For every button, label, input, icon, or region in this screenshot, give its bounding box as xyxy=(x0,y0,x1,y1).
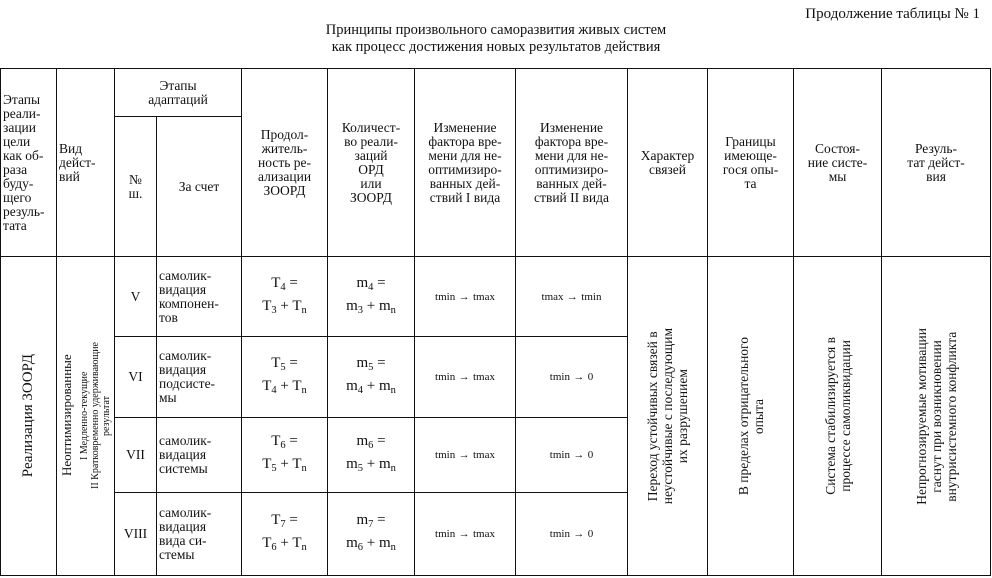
quantity-cell xyxy=(328,337,415,417)
table-title xyxy=(0,22,992,56)
action-type-sub: I Медленно-текущие II Кратковременно удерживающие результат xyxy=(79,342,113,490)
header-connections: Характер связей xyxy=(628,69,708,257)
header-adaptation-stages: Этапы адаптаций xyxy=(115,69,242,117)
stage-number: VI xyxy=(115,337,157,417)
principles-table xyxy=(0,68,991,576)
stage-means: самолик- видация системы xyxy=(157,417,242,492)
arrow-right-icon: → xyxy=(458,291,470,304)
quantity-formula: $m_4$ = $m_3 + m_n$ xyxy=(346,274,396,316)
header-quantity: Количест- во реали- заций ОРД или ЗООРД xyxy=(328,69,415,257)
quantity-formula: $m_6$ = $m_5 + m_n$ xyxy=(346,432,396,474)
header-experience: Границы имеюще- гося опы- та xyxy=(708,69,794,257)
time-change-2-cell: tmin → 0 xyxy=(516,492,628,575)
duration-cell xyxy=(242,257,328,337)
stage-means: самолик- видация подсисте- мы xyxy=(157,337,242,417)
table-continuation-note: Продолжение таблицы № 1 xyxy=(805,6,980,22)
action-type-cell xyxy=(57,257,115,576)
arrow-right-icon: → xyxy=(566,291,578,304)
time-change-2-cell: tmin → 0 xyxy=(516,337,628,417)
experience-cell: В пределах отрицательного опыта xyxy=(708,257,794,576)
header-stages: Этапы реали- зации цели как об- раза буду- щего резуль- тата xyxy=(1,69,57,257)
time-change-1-cell: tmin → tmax xyxy=(415,417,516,492)
stage-means: самолик- видация компонен- тов xyxy=(157,257,242,337)
header-result: Резуль- тат дейст- вия xyxy=(882,69,991,257)
title-line-1: Принципы произвольного саморазвития живых систем xyxy=(325,22,667,38)
header-action-type: Вид дейст- вий xyxy=(57,69,115,257)
result-cell: Непрогнозируемые мотивации гаснут при возникновении внутрисистемного конфликта xyxy=(882,257,991,576)
time-change-2-cell: tmax → tmin xyxy=(516,257,628,337)
arrow-right-icon: → xyxy=(458,528,470,541)
time-change-1-cell: tmin → tmax xyxy=(415,337,516,417)
state-cell: Система стабилизируется в процессе самоликвидации xyxy=(794,257,882,576)
duration-cell xyxy=(242,492,328,575)
stage-means: самолик- видация вида си- стемы xyxy=(157,492,242,575)
arrow-right-icon: → xyxy=(458,371,470,384)
quantity-cell xyxy=(328,417,415,492)
duration-formula: $T_7$ = $T_6 + T_n$ xyxy=(262,511,307,553)
header-time-change-2: Изменение фактора вре- мени для не- оптимизиро- ванных дей- ствий II вида xyxy=(516,69,628,257)
arrow-right-icon: → xyxy=(573,371,585,384)
header-time-change-1: Изменение фактора вре- мени для не- оптимизиро- ванных дей- ствий I вида xyxy=(415,69,516,257)
time-change-2-cell: tmin → 0 xyxy=(516,417,628,492)
quantity-cell xyxy=(328,492,415,575)
quantity-formula: $m_5$ = $m_4 + m_n$ xyxy=(346,354,396,396)
duration-formula: $T_6$ = $T_5 + T_n$ xyxy=(262,432,307,474)
header-number: № ш. xyxy=(115,117,157,257)
stage-cell: Реализация ЗООРД xyxy=(1,257,57,576)
stage-number: V xyxy=(115,257,157,337)
time-change-1-cell: tmin → tmax xyxy=(415,492,516,575)
arrow-right-icon: → xyxy=(573,528,585,541)
stage-number: VII xyxy=(115,417,157,492)
header-state: Состоя- ние систе- мы xyxy=(794,69,882,257)
duration-cell xyxy=(242,417,328,492)
header-by-means: За счет xyxy=(157,117,242,257)
duration-formula: $T_4$ = $T_3 + T_n$ xyxy=(262,274,307,316)
time-change-1-cell: tmin → tmax xyxy=(415,257,516,337)
quantity-formula: $m_7$ = $m_6 + m_n$ xyxy=(346,511,396,553)
arrow-right-icon: → xyxy=(573,449,585,462)
arrow-right-icon: → xyxy=(458,449,470,462)
stage-number: VIII xyxy=(115,492,157,575)
header-duration: Продол- житель- ность ре- ализации ЗООРД xyxy=(242,69,328,257)
connections-cell: Переход устойчивых связей в неустойчивые с последующим их разрушением xyxy=(628,257,708,576)
duration-cell xyxy=(242,337,328,417)
duration-formula: $T_5$ = $T_4 + T_n$ xyxy=(262,354,307,396)
quantity-cell xyxy=(328,257,415,337)
action-type-main: Неоптимизированные xyxy=(58,355,74,477)
table-row xyxy=(1,257,991,337)
title-line-2: как процесс достижения новых результатов действия xyxy=(331,39,661,55)
